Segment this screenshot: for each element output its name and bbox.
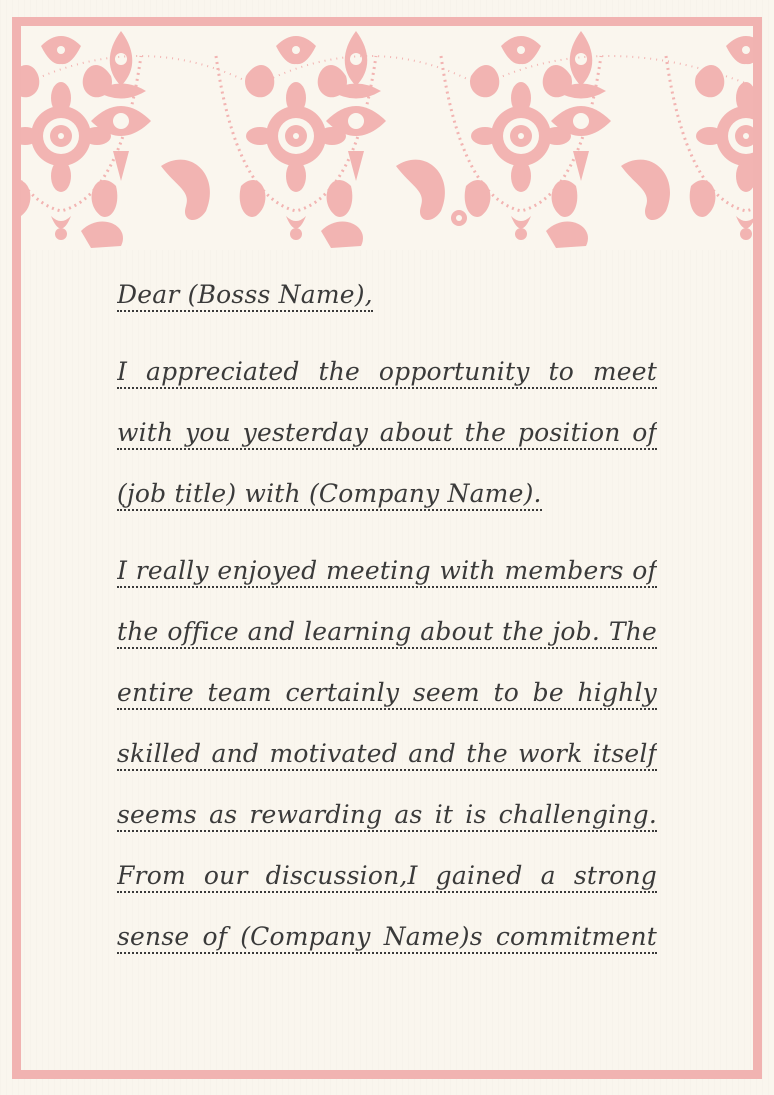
letter-text: I appreciated the opportunity to meet xyxy=(117,357,657,389)
paragraph-1-line-2 xyxy=(117,410,657,471)
letter-text: I really enjoyed meeting with members of xyxy=(117,556,657,588)
paragraph-2-line-5 xyxy=(117,792,657,853)
letter-text: From our discussion,I gained a strong xyxy=(117,861,657,893)
letter-text: entire team certainly seem to be highly xyxy=(117,678,657,710)
letter-text: sense of (Company Name)s commitment xyxy=(117,922,657,954)
letter-text: the office and learning about the job. The xyxy=(117,617,657,649)
paragraph-2-line-1 xyxy=(117,548,657,609)
damask-ornament-header xyxy=(21,26,753,250)
letter-body xyxy=(117,272,657,975)
paragraph-2-line-6 xyxy=(117,853,657,914)
salutation-line xyxy=(117,272,657,333)
letter-text: skilled and motivated and the work itself xyxy=(117,739,657,771)
paragraph-1-line-1 xyxy=(117,349,657,410)
letter-text: (job title) with (Company Name). xyxy=(117,479,542,511)
paragraph-2-line-3 xyxy=(117,670,657,731)
paragraph-1-line-3 xyxy=(117,471,657,532)
letter-text: seems as rewarding as it is challenging. xyxy=(117,800,657,832)
letter-text: with you yesterday about the position of xyxy=(117,418,657,450)
paragraph-2-line-7 xyxy=(117,914,657,975)
paragraph-2-line-4 xyxy=(117,731,657,792)
paragraph-2-line-2 xyxy=(117,609,657,670)
salutation: Dear (Bosss Name), xyxy=(117,280,373,312)
